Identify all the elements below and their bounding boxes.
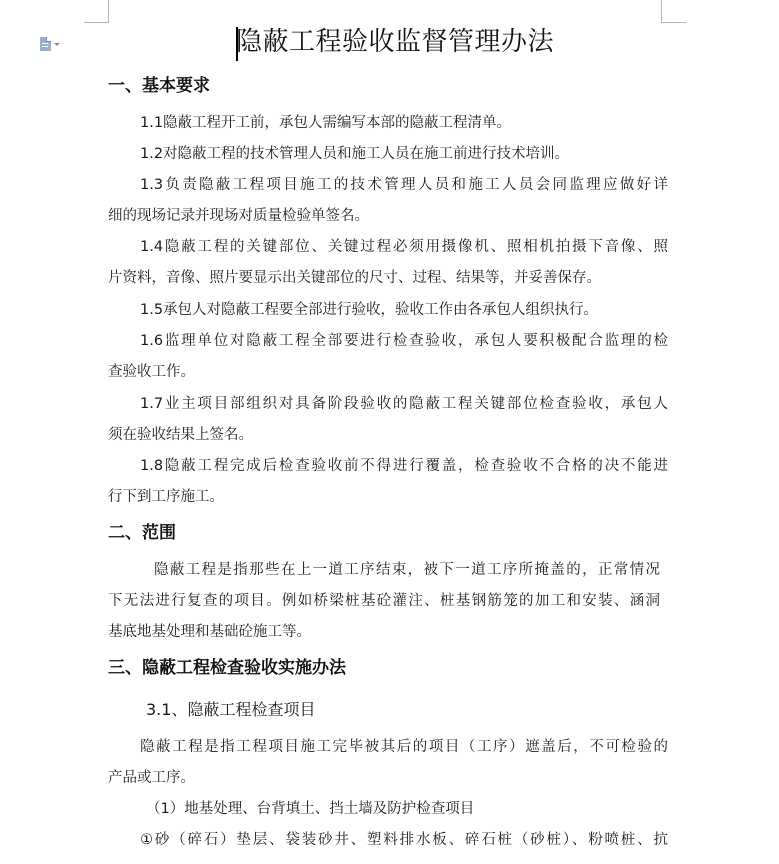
paragraph-line[interactable]: 行下到工序施工。 bbox=[108, 489, 224, 505]
section-heading-basic-requirements[interactable]: 一、基本要求 bbox=[108, 76, 210, 96]
page-corner-mark-right bbox=[661, 0, 686, 23]
paragraph-line[interactable]: 1.5承包人对隐蔽工程要全部进行验收，验收工作由各承包人组织执行。 bbox=[140, 302, 599, 318]
paragraph-line[interactable]: 细的现场记录并现场对质量检验单签名。 bbox=[108, 208, 369, 224]
paragraph-line[interactable]: 1.1隐蔽工程开工前，承包人需编写本部的隐蔽工程清单。 bbox=[140, 115, 512, 131]
document-icon[interactable] bbox=[40, 36, 68, 52]
paragraph-line[interactable]: ①砂（碎石）垫层、袋装砂井、塑料排水板、碎石桩（砂桩）、粉喷桩、抗 bbox=[140, 832, 668, 848]
paragraph-line[interactable]: 1.6监理单位对隐蔽工程全部要进行检查验收，承包人要积极配合监理的检 bbox=[140, 333, 668, 349]
page-icon bbox=[40, 37, 51, 51]
paragraph-line[interactable]: 1.2对隐蔽工程的技术管理人员和施工人员在施工前进行技术培训。 bbox=[140, 146, 570, 162]
paragraph-line[interactable]: 1.7业主项目部组织对具备阶段验收的隐蔽工程关键部位检查验收，承包人 bbox=[140, 396, 668, 412]
paragraph-line[interactable]: 1.8隐蔽工程完成后检查验收前不得进行覆盖，检查验收不合格的决不能进 bbox=[140, 458, 668, 474]
document-title[interactable]: 隐蔽工程验收监督管理办法 bbox=[236, 27, 555, 57]
paragraph-line[interactable]: 片资料，音像、照片要显示出关键部位的尺寸、过程、结果等，并妥善保存。 bbox=[108, 270, 601, 286]
section-heading-implementation[interactable]: 三、隐蔽工程检查验收实施办法 bbox=[108, 658, 346, 678]
section-heading-scope[interactable]: 二、范围 bbox=[108, 523, 176, 543]
paragraph-line[interactable]: 下无法进行复查的项目。例如桥梁桩基砼灌注、桩基钢筋笼的加工和安装、涵洞 bbox=[108, 593, 660, 609]
paragraph-line[interactable]: 1.3负责隐蔽工程项目施工的技术管理人员和施工人员会同监理应做好详 bbox=[140, 177, 668, 193]
paragraph-line[interactable]: 基底地基处理和基础砼施工等。 bbox=[108, 624, 311, 640]
paragraph-line[interactable]: 隐蔽工程是指那些在上一道工序结束，被下一道工序所掩盖的，正常情况 bbox=[154, 562, 660, 578]
subsection-heading[interactable]: 3.1、隐蔽工程检查项目 bbox=[146, 700, 316, 719]
paragraph-line[interactable]: 查验收工作。 bbox=[108, 364, 195, 380]
paragraph-line[interactable]: 1.4隐蔽工程的关键部位、关键过程必须用摄像机、照相机拍摄下音像、照 bbox=[140, 239, 668, 255]
paragraph-line[interactable]: （1）地基处理、台背填土、挡土墙及防护检查项目 bbox=[146, 801, 475, 817]
paragraph-line[interactable]: 产品或工序。 bbox=[108, 770, 195, 786]
page-corner-mark-left bbox=[84, 0, 109, 23]
paragraph-line[interactable]: 隐蔽工程是指工程项目施工完毕被其后的项目（工序）遮盖后，不可检验的 bbox=[140, 739, 668, 755]
chevron-down-icon bbox=[54, 43, 60, 46]
paragraph-line[interactable]: 须在验收结果上签名。 bbox=[108, 427, 253, 443]
